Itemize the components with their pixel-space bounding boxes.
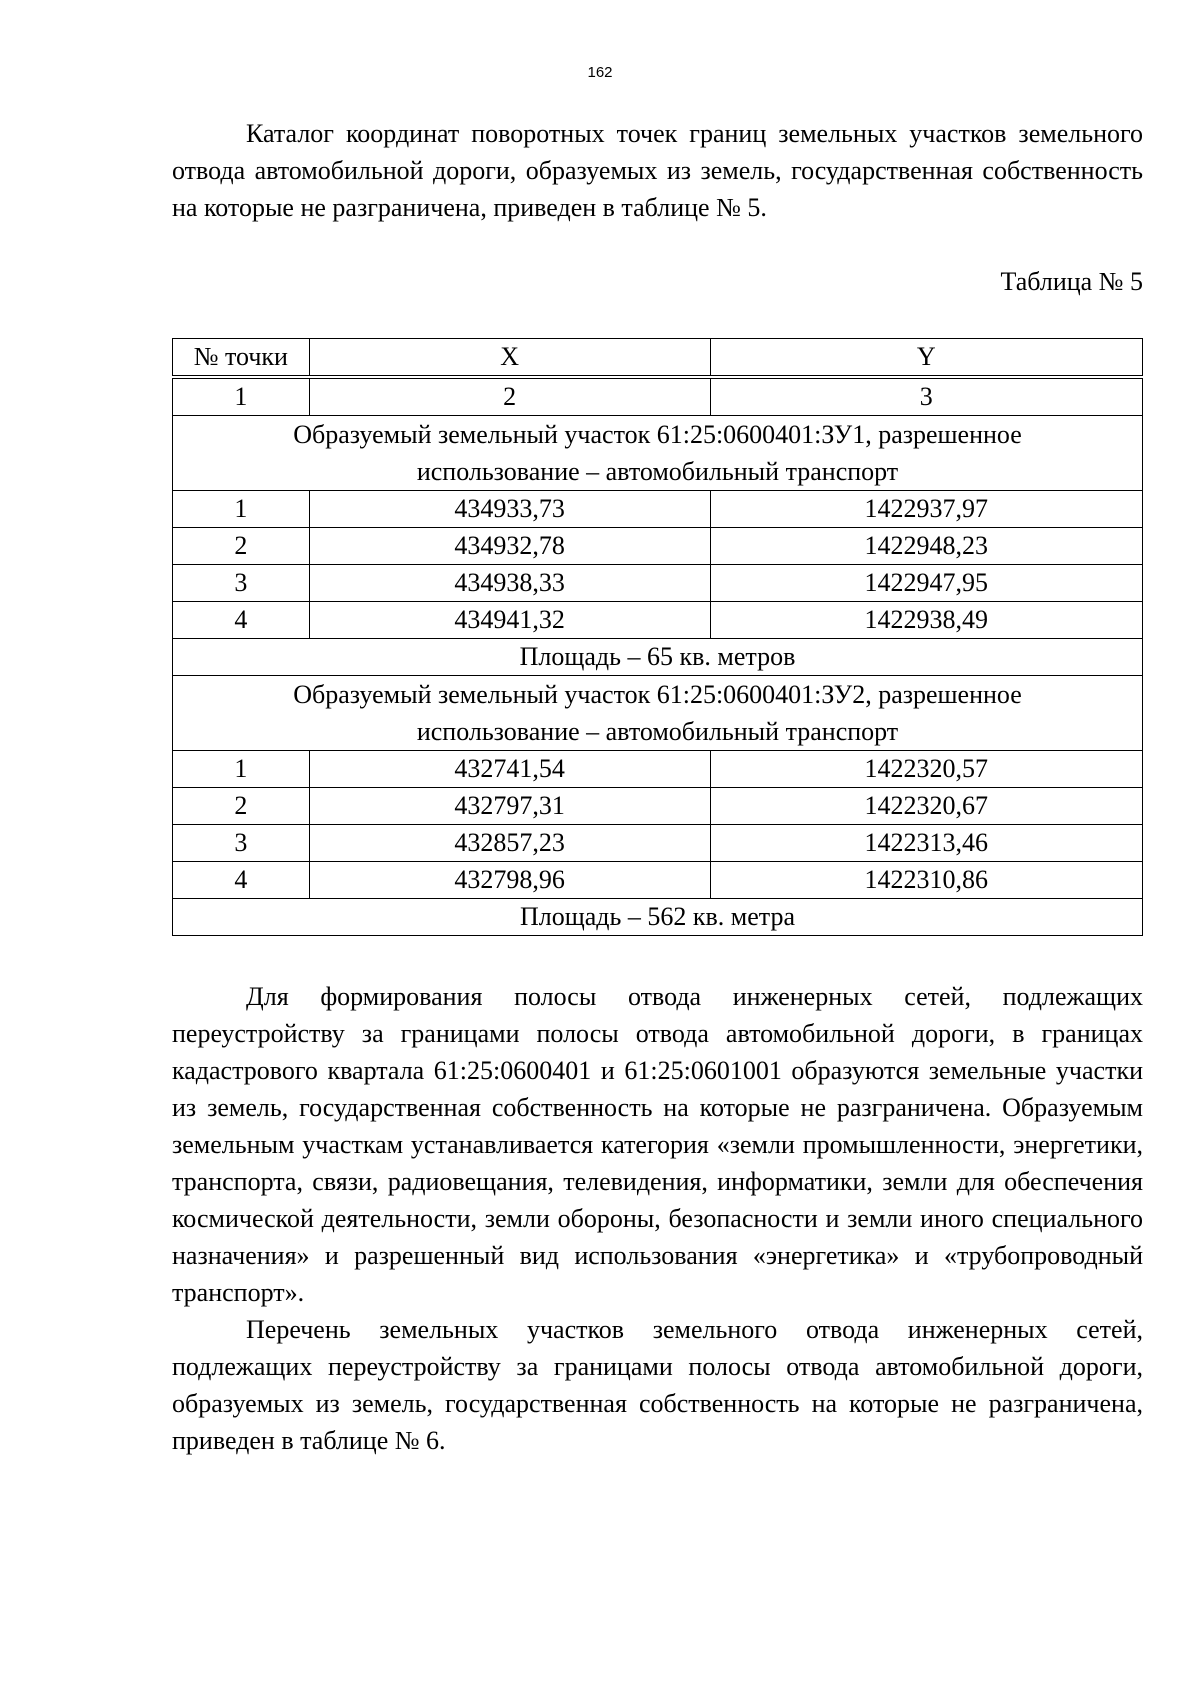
table-caption: Таблица № 5 <box>1000 267 1143 296</box>
table-row <box>173 528 1143 565</box>
table-row <box>173 602 1143 639</box>
section-title: Образуемый земельный участок 61:25:0600401:ЗУ2, разрешенное использование – автомобильный транспорт <box>173 676 1143 751</box>
section-title: Образуемый земельный участок 61:25:0600401:ЗУ1, разрешенное использование – автомобильный транспорт <box>173 416 1143 491</box>
x-coordinate-cell: 434938,33 <box>309 565 710 602</box>
y-coordinate-cell: 1422937,97 <box>710 491 1142 528</box>
body-paragraph-2: Перечень земельных участков земельного отвода инженерных сетей, подлежащих переустройству за границами полосы отвода автомобильной дороги, образуемых из земель, государственная собственность на которые не разграничена, приведен в таблице № 6. <box>172 1315 1143 1455</box>
numbering-cell: 2 <box>309 377 710 416</box>
y-coordinate-cell: 1422320,57 <box>710 751 1142 788</box>
section-title-row <box>173 676 1143 751</box>
numbering-cell: 1 <box>173 377 310 416</box>
y-coordinate-cell: 1422948,23 <box>710 528 1142 565</box>
y-coordinate-cell: 1422310,86 <box>710 862 1142 899</box>
header-y: Y <box>710 339 1142 378</box>
numbering-cell: 3 <box>710 377 1142 416</box>
body-text-block <box>172 978 1143 1459</box>
body-paragraph-1: Для формирования полосы отвода инженерных сетей, подлежащих переустройству за границами полосы отвода автомобильной дороги, в границах кадастрового квартала 61:25:0600401 и 61:25:0601001 образуются земельные участки из земель, государственная собственность на которые не разграничена. Образуемым земельным участкам устанавливается категория «земли промышленности, энергетики, транспорта, связи, радиовещания, телевидения, информатики, земли для обеспечения космической деятельности, земли обороны, безопасности и земли иного специального назначения» и разрешенный вид использования «энергетика» и «трубопроводный транспорт». <box>172 982 1143 1307</box>
point-number-cell: 3 <box>173 565 310 602</box>
x-coordinate-cell: 434932,78 <box>309 528 710 565</box>
table-row <box>173 491 1143 528</box>
x-coordinate-cell: 432741,54 <box>309 751 710 788</box>
y-coordinate-cell: 1422947,95 <box>710 565 1142 602</box>
section-title-row <box>173 416 1143 491</box>
header-point-number: № точки <box>173 339 310 378</box>
point-number-cell: 2 <box>173 528 310 565</box>
intro-block <box>172 115 1143 226</box>
x-coordinate-cell: 432798,96 <box>309 862 710 899</box>
column-numbering-row <box>173 377 1143 416</box>
page-number: 162 <box>587 64 613 81</box>
point-number-cell: 4 <box>173 602 310 639</box>
area-row <box>173 639 1143 676</box>
y-coordinate-cell: 1422320,67 <box>710 788 1142 825</box>
table-row <box>173 751 1143 788</box>
area-row <box>173 899 1143 936</box>
point-number-cell: 1 <box>173 491 310 528</box>
table-row <box>173 788 1143 825</box>
x-coordinate-cell: 434933,73 <box>309 491 710 528</box>
point-number-cell: 4 <box>173 862 310 899</box>
table-header-row <box>173 339 1143 378</box>
table-row <box>173 862 1143 899</box>
table-row <box>173 825 1143 862</box>
table-row <box>173 565 1143 602</box>
point-number-cell: 1 <box>173 751 310 788</box>
y-coordinate-cell: 1422313,46 <box>710 825 1142 862</box>
point-number-cell: 2 <box>173 788 310 825</box>
area-cell: Площадь – 562 кв. метра <box>173 899 1143 936</box>
area-cell: Площадь – 65 кв. метров <box>173 639 1143 676</box>
intro-paragraph: Каталог координат поворотных точек границ земельных участков земельного отвода автомобильной дороги, образуемых из земель, государственная собственность на которые не разграничена, приведен в таблице № 5. <box>172 119 1143 222</box>
x-coordinate-cell: 434941,32 <box>309 602 710 639</box>
x-coordinate-cell: 432857,23 <box>309 825 710 862</box>
point-number-cell: 3 <box>173 825 310 862</box>
y-coordinate-cell: 1422938,49 <box>710 602 1142 639</box>
coordinates-table <box>172 338 1143 936</box>
header-x: X <box>309 339 710 378</box>
x-coordinate-cell: 432797,31 <box>309 788 710 825</box>
